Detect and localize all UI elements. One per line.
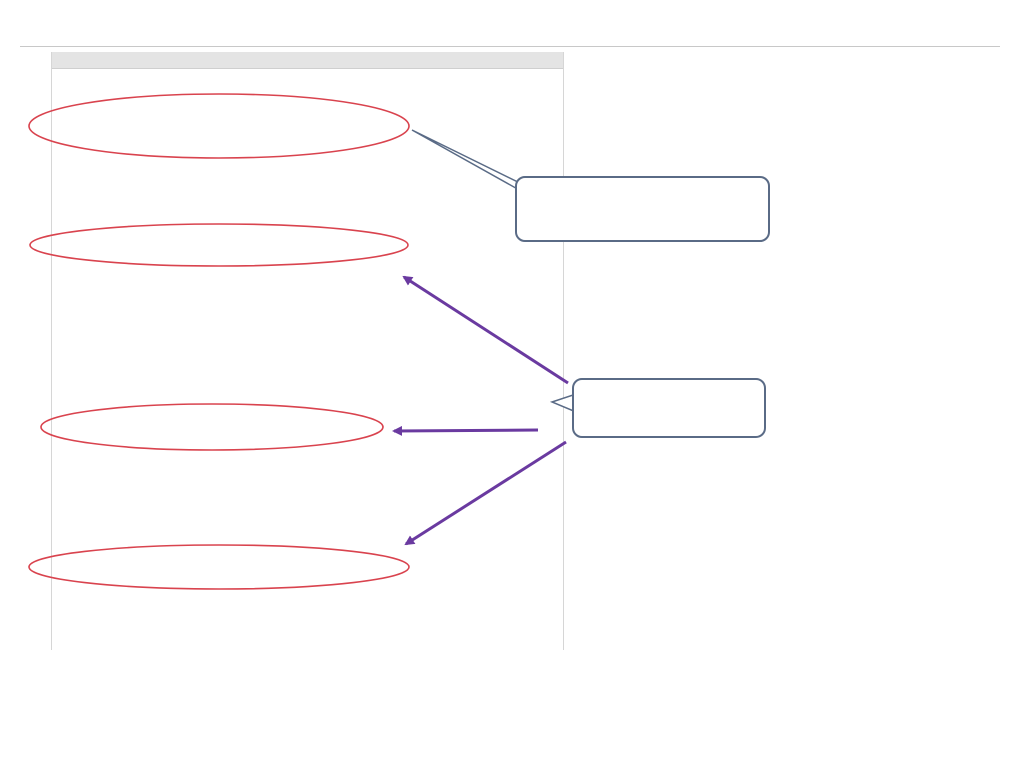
callout-news	[572, 378, 766, 438]
economic-calendar-screenshot	[51, 52, 564, 650]
title-divider	[20, 46, 1000, 47]
callout-bank	[515, 176, 770, 242]
calendar-date-header	[52, 52, 563, 69]
